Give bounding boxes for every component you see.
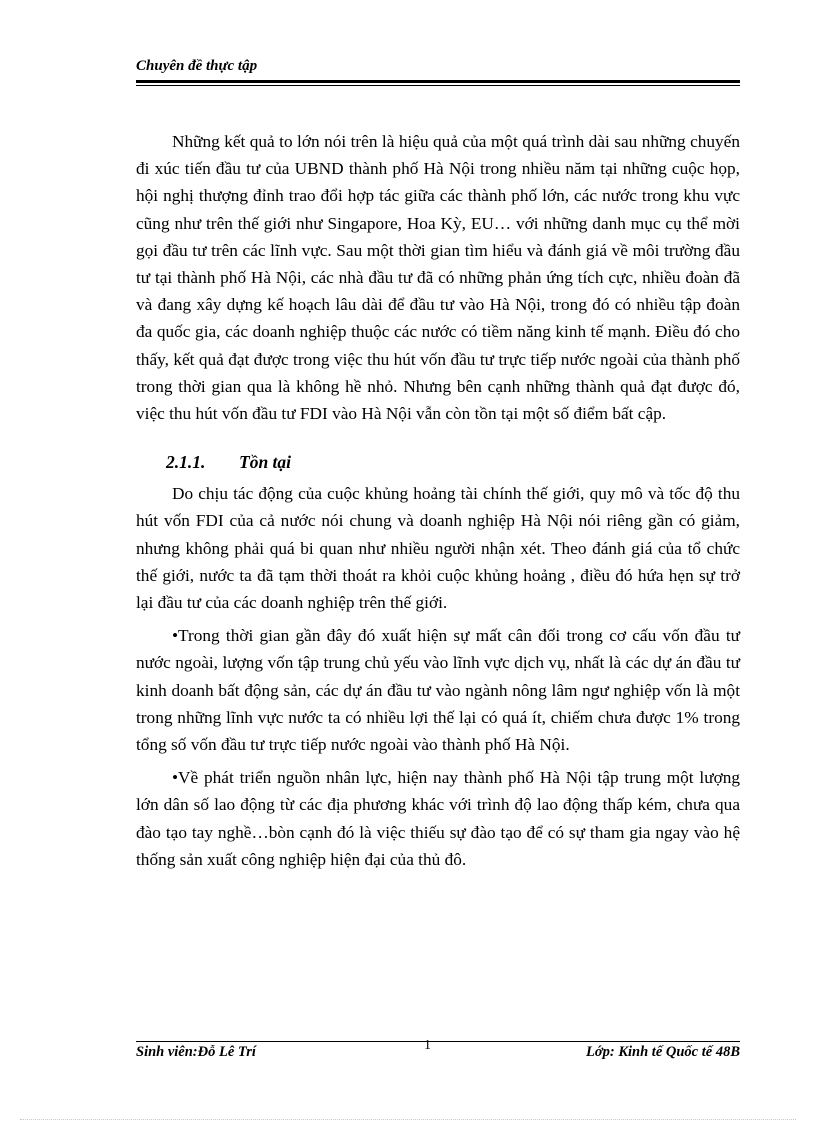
footer-student: Sinh viên:Đỗ Lê Trí bbox=[136, 1044, 256, 1060]
footer-class: Lớp: Kinh tế Quốc tế 48B bbox=[586, 1044, 740, 1060]
section-intro-paragraph: Do chịu tác động của cuộc khủng hoảng tài chính thế giới, quy mô và tốc độ thu hút vốn FDI của cả nước nói chung và doanh nghiệp Hà Nội nói riêng gần có giảm, nhưng không phải quá bi quan như nhiều người nhận xét. Theo đánh giá của tổ chức thế giới, nước ta đã tạm thời thoát ra khỏi cuộc khủng hoảng , điều đó hứa hẹn sự trở lại đầu tư của các doanh nghiệp trên thế giới. bbox=[136, 484, 740, 613]
header-rule-thin bbox=[136, 85, 740, 86]
section-heading bbox=[136, 449, 740, 476]
section-number: 2.1.1. bbox=[166, 452, 206, 473]
bullet-paragraph-2: •Về phát triển nguồn nhân lực, hiện nay thành phố Hà Nội tập trung một lượng lớn dân số lao động từ các địa phương khác với trình độ lao động thấp kém, chưa qua đào tạo tay nghề…bòn cạnh đó là việc thiếu sự đào tạo để có sự tham gia ngay vào hệ thống sản xuất công nghiệp hiện đại của thủ đô. bbox=[136, 768, 740, 869]
page-header bbox=[136, 56, 740, 86]
footer-row bbox=[136, 1038, 740, 1064]
page-body bbox=[136, 128, 740, 873]
header-title: Chuyên đề thực tập bbox=[136, 58, 258, 74]
page-number: 1 bbox=[424, 1038, 431, 1053]
bullet-paragraph-1: •Trong thời gian gần đây đó xuất hiện sự mất cân đối trong cơ cấu vốn đầu tư nước ngoài, lượng vốn tập trung chủ yếu vào lĩnh vực dịch vụ, nhất là các dự án đầu tư kinh doanh bất động sản, các dự án đầu tư vào ngành nông lâm ngư nghiệp vốn là một trong những lĩnh vực nước ta có nhiều lợi thế lại có quá ít, chiếm chưa được 1% trong tổng số vốn đầu tư trực tiếp nước ngoài vào thành phố Hà Nội. bbox=[136, 626, 740, 755]
page-footer bbox=[136, 1038, 740, 1064]
page-edge-dotted-line bbox=[20, 1119, 796, 1120]
header-rule-thick bbox=[136, 80, 740, 83]
intro-paragraph: Những kết quả to lớn nói trên là hiệu quả của một quá trình dài sau những chuyến đi xúc tiến đầu tư của UBND thành phố Hà Nội trong nhiều năm tại những cuộc họp, hội nghị thượng đỉnh trao đổi hợp tác giữa các thành phố lớn, các nước trong khu vực cũng như trên thế giới như Singapore, Hoa Kỳ, EU… với những danh mục cụ thể mời gọi đầu tư trên các lĩnh vực. Sau một thời gian tìm hiểu và đánh giá về môi trường đầu tư tại thành phố Hà Nội, các nhà đầu tư đã có những phản ứng tích cực, nhiều đoàn đã và đang xây dựng kế hoạch lâu dài để đầu tư vào Hà Nội, trong đó có nhiều tập đoàn đa quốc gia, các doanh nghiệp thuộc các nước có tiềm năng kinh tế mạnh. Điều đó cho thấy, kết quả đạt được trong việc thu hút vốn đầu tư trực tiếp nước ngoài của thành phố trong thời gian qua là không hề nhỏ. Nhưng bên cạnh những thành quả đạt được đó, việc thu hút vốn đầu tư FDI vào Hà Nội vẫn còn tồn tại một số điểm bất cập. bbox=[136, 132, 740, 424]
footer-rule bbox=[136, 1041, 740, 1042]
section-title: Tồn tại bbox=[239, 452, 292, 473]
